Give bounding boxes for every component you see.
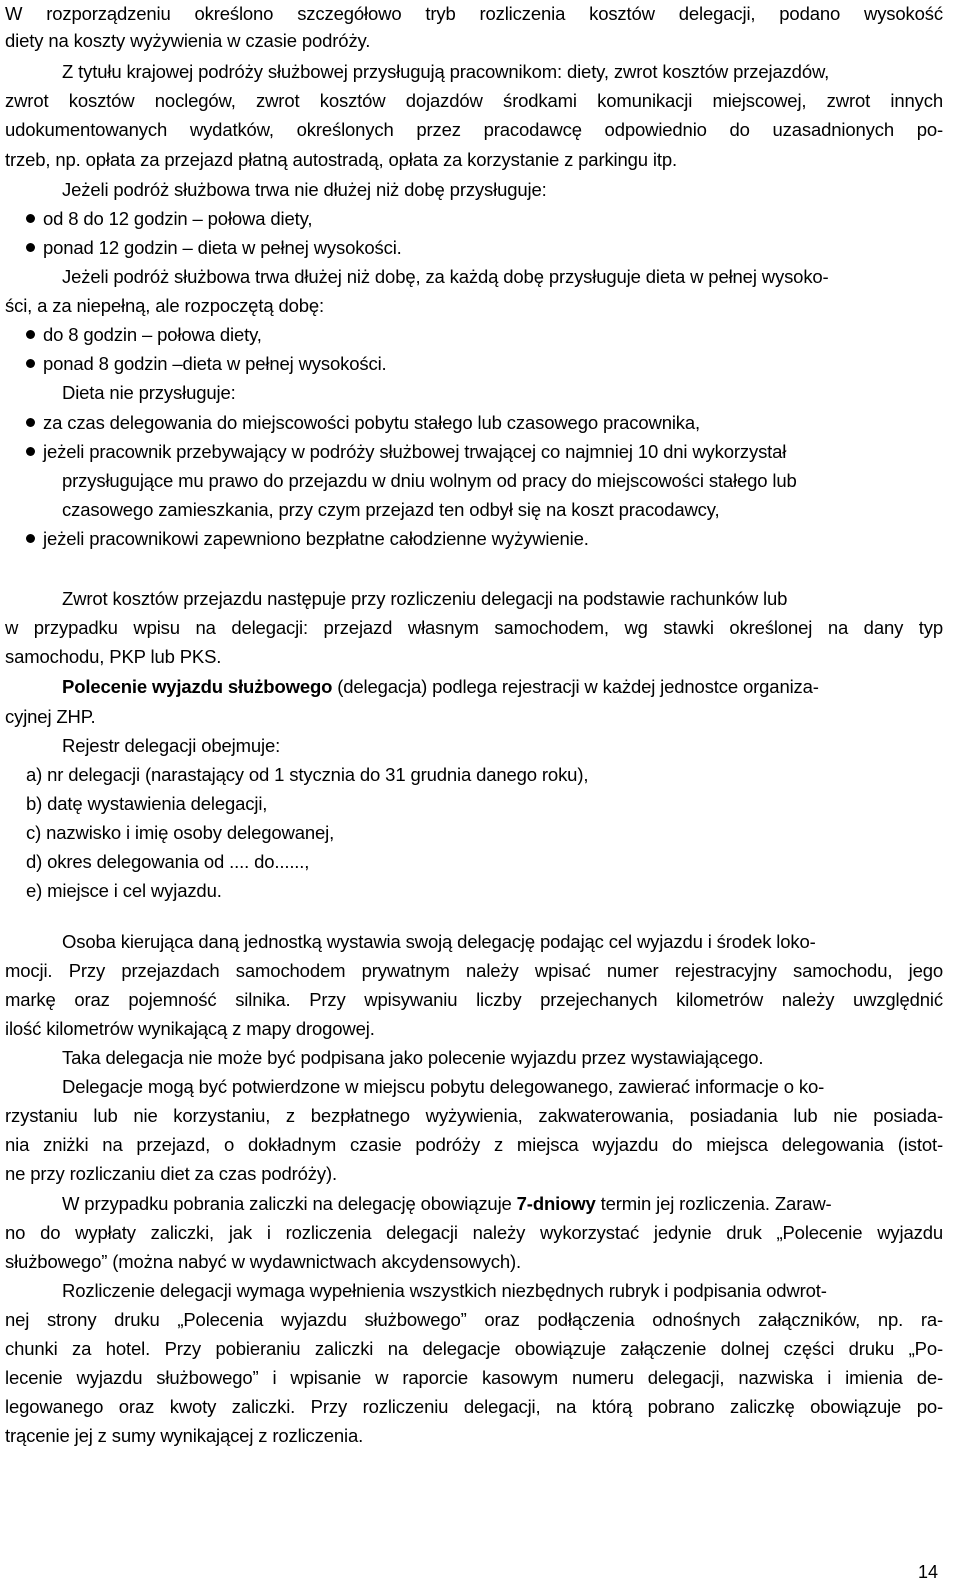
- line-text: w przypadku wpisu na delegacji: przejazd własnym samochodem, wg stawki określonej na dany typ: [5, 617, 943, 638]
- text-line: [5, 1422, 363, 1449]
- line-text: jeżeli pracownik przebywający w podróży służbowej trwającej co najmniej 10 dni wykorzystał: [43, 441, 787, 462]
- text-line: [5, 116, 943, 143]
- text-line: [5, 1102, 943, 1129]
- text-line: [5, 703, 96, 730]
- line-text: markę oraz pojemność silnika. Przy wpisywaniu liczby przejechanych kilometrów należy uwzględnić: [5, 989, 943, 1010]
- line-text: udokumentowanych wydatków, określonych przez pracodawcę odpowiednio do uzasadnionych po-: [5, 119, 943, 140]
- line-text: zwrot kosztów noclegów, zwrot kosztów dojazdów środkami komunikacji miejscowej, zwrot innych: [5, 90, 943, 111]
- text-line: [26, 438, 786, 465]
- line-text: nia zniżki na przejazd, o dokładnym czasie podróży z miejsca wyjazdu do miejsca delegowania (istot-: [5, 1134, 943, 1155]
- text-line: [62, 1190, 832, 1217]
- line-text: W przypadku pobrania zaliczki na delegację obowiązuje 7-dniowy termin jej rozliczenia. Zaraw-: [62, 1193, 832, 1214]
- text-line: [26, 321, 262, 348]
- text-line: [26, 234, 402, 261]
- line-text: samochodu, PKP lub PKS.: [5, 646, 222, 667]
- line-text: przysługujące mu prawo do przejazdu w dniu wolnym od pracy do miejscowości stałego lub: [62, 470, 797, 491]
- text-line: [62, 379, 236, 406]
- line-text: ponad 12 godzin – dieta w pełnej wysokości.: [43, 237, 402, 258]
- text-line: [62, 585, 787, 612]
- text-line: [5, 27, 370, 54]
- text-line: [5, 1248, 521, 1275]
- text-line: [26, 761, 588, 788]
- bullet-icon: [26, 418, 35, 427]
- text-line: [5, 643, 221, 670]
- text-line: [62, 467, 797, 494]
- text-line: [5, 986, 943, 1013]
- text-line: [5, 1335, 943, 1362]
- text-line: [5, 292, 324, 319]
- line-text: e) miejsce i cel wyjazdu.: [26, 880, 222, 901]
- text-line: [5, 1393, 943, 1420]
- text-line: [5, 614, 943, 641]
- line-text: trzeb, np. opłata za przejazd płatną autostradą, opłata za korzystanie z parkingu itp.: [5, 149, 678, 170]
- line-text: ilość kilometrów wynikającą z mapy drogowej.: [5, 1018, 375, 1039]
- bullet-icon: [26, 534, 35, 543]
- line-text: Jeżeli podróż służbowa trwa dłużej niż dobę, za każdą dobę przysługuje dieta w pełnej wysoko-: [62, 266, 829, 287]
- line-text: rzystaniu lub nie korzystaniu, z bezpłatnego wyżywienia, zakwaterowania, posiadania lub nie posiada-: [5, 1105, 943, 1126]
- line-text: Taka delegacja nie może być podpisana jako polecenie wyjazdu przez wystawiającego.: [62, 1047, 764, 1068]
- line-text: d) okres delegowania od .... do......,: [26, 851, 310, 872]
- bullet-icon: [26, 330, 35, 339]
- line-text: Dieta nie przysługuje:: [62, 382, 236, 403]
- bold-phrase: Polecenie wyjazdu służbowego: [62, 676, 333, 697]
- line-text: od 8 do 12 godzin – połowa diety,: [43, 208, 313, 229]
- text-line: [5, 957, 943, 984]
- line-text: chunki za hotel. Przy pobieraniu zaliczki na delegacje obowiązuje załączenie dolnej części druku „Po-: [5, 1338, 943, 1359]
- line-text: Rejestr delegacji obejmuje:: [62, 735, 281, 756]
- text-line: [62, 58, 829, 85]
- line-text: Zwrot kosztów przejazdu następuje przy rozliczeniu delegacji na podstawie rachunków lub: [62, 588, 788, 609]
- text-line: [26, 819, 334, 846]
- line-text: czasowego zamieszkania, przy czym przejazd ten odbył się na koszt pracodawcy,: [62, 499, 720, 520]
- line-text: no do wypłaty zaliczki, jak i rozliczenia delegacji należy wykorzystać jedynie druk „Polecenie wyjazdu: [5, 1222, 943, 1243]
- line-text: ne przy rozliczaniu diet za czas podróży).: [5, 1163, 337, 1184]
- text-line: [26, 205, 312, 232]
- text-line: [62, 176, 547, 203]
- line-text: mocji. Przy przejazdach samochodem prywatnym należy wpisać numer rejestracyjny samochodu, jego: [5, 960, 943, 981]
- text-line: [5, 1160, 337, 1187]
- text-line: [26, 350, 387, 377]
- text-line: [26, 525, 589, 552]
- line-text: cyjnej ZHP.: [5, 706, 96, 727]
- line-text: Osoba kierująca daną jednostką wystawia swoją delegację podając cel wyjazdu i środek loko-: [62, 931, 816, 952]
- line-text: jeżeli pracownikowi zapewniono bezpłatne całodzienne wyżywienie.: [43, 528, 589, 549]
- text-line: [62, 1277, 827, 1304]
- text-line: [5, 1219, 943, 1246]
- line-text: W rozporządzeniu określono szczegółowo tryb rozliczenia kosztów delegacji, podano wysokość: [5, 3, 943, 24]
- line-text: trącenie jej z sumy wynikającej z rozliczenia.: [5, 1425, 364, 1446]
- text-line: [62, 732, 280, 759]
- text-line: [26, 790, 267, 817]
- bullet-icon: [26, 447, 35, 456]
- line-text: Polecenie wyjazdu służbowego (delegacja) podlega rejestracji w każdej jednostce organiza-: [62, 676, 819, 697]
- line-text: Jeżeli podróż służbowa trwa nie dłużej niż dobę przysługuje:: [62, 179, 547, 200]
- text-line: [62, 673, 819, 700]
- line-text: do 8 godzin – połowa diety,: [43, 324, 262, 345]
- line-text: Delegacje mogą być potwierdzone w miejscu pobytu delegowanego, zawierać informacje o ko-: [62, 1076, 825, 1097]
- text-line: [5, 146, 677, 173]
- line-text: a) nr delegacji (narastający od 1 stycznia do 31 grudnia danego roku),: [26, 764, 589, 785]
- text-line: [62, 1044, 763, 1071]
- bullet-icon: [26, 359, 35, 368]
- page-number: 14: [917, 1562, 938, 1582]
- text-line: [62, 496, 720, 523]
- bold-phrase: 7-dniowy: [516, 1193, 596, 1214]
- bullet-icon: [26, 243, 35, 252]
- line-text: Rozliczenie delegacji wymaga wypełnienia wszystkich niezbędnych rubryk i podpisania odwrot-: [62, 1280, 827, 1301]
- text-line: [5, 1306, 943, 1333]
- line-text: b) datę wystawienia delegacji,: [26, 793, 268, 814]
- text-line: [26, 848, 309, 875]
- text-line: [5, 1131, 943, 1158]
- line-text: lecenie wyjazdu służbowego” i wpisanie w raporcie kasowym numeru delegacji, nazwiska i imienia de-: [5, 1367, 943, 1388]
- line-text: Z tytułu krajowej podróży służbowej przysługują pracownikom: diety, zwrot kosztów przejazdów,: [62, 61, 830, 82]
- text-line: [62, 1073, 824, 1100]
- text-line: [5, 1015, 375, 1042]
- line-text: c) nazwisko i imię osoby delegowanej,: [26, 822, 335, 843]
- bullet-icon: [26, 214, 35, 223]
- text-line: [5, 1364, 943, 1391]
- line-text: służbowego” (można nabyć w wydawnictwach akcydensowych).: [5, 1251, 521, 1272]
- line-text: ści, a za niepełną, ale rozpoczętą dobę:: [5, 295, 324, 316]
- text-line: [62, 263, 829, 290]
- line-text: diety na koszty wyżywienia w czasie podróży.: [5, 30, 371, 51]
- text-line: [5, 87, 943, 114]
- line-text: legowanego oraz kwoty zaliczki. Przy rozliczeniu delegacji, na którą pobrano zaliczkę obowiązuje po-: [5, 1396, 943, 1417]
- text-line: [5, 0, 943, 27]
- text-line: [62, 928, 816, 955]
- line-text: za czas delegowania do miejscowości pobytu stałego lub czasowego pracownika,: [43, 412, 701, 433]
- text-line: [26, 409, 700, 436]
- line-text: ponad 8 godzin –dieta w pełnej wysokości.: [43, 353, 387, 374]
- text-line: [26, 877, 222, 904]
- line-text: nej strony druku „Polecenia wyjazdu służbowego” oraz podłączenia odnośnych załączników, np. ra-: [5, 1309, 943, 1330]
